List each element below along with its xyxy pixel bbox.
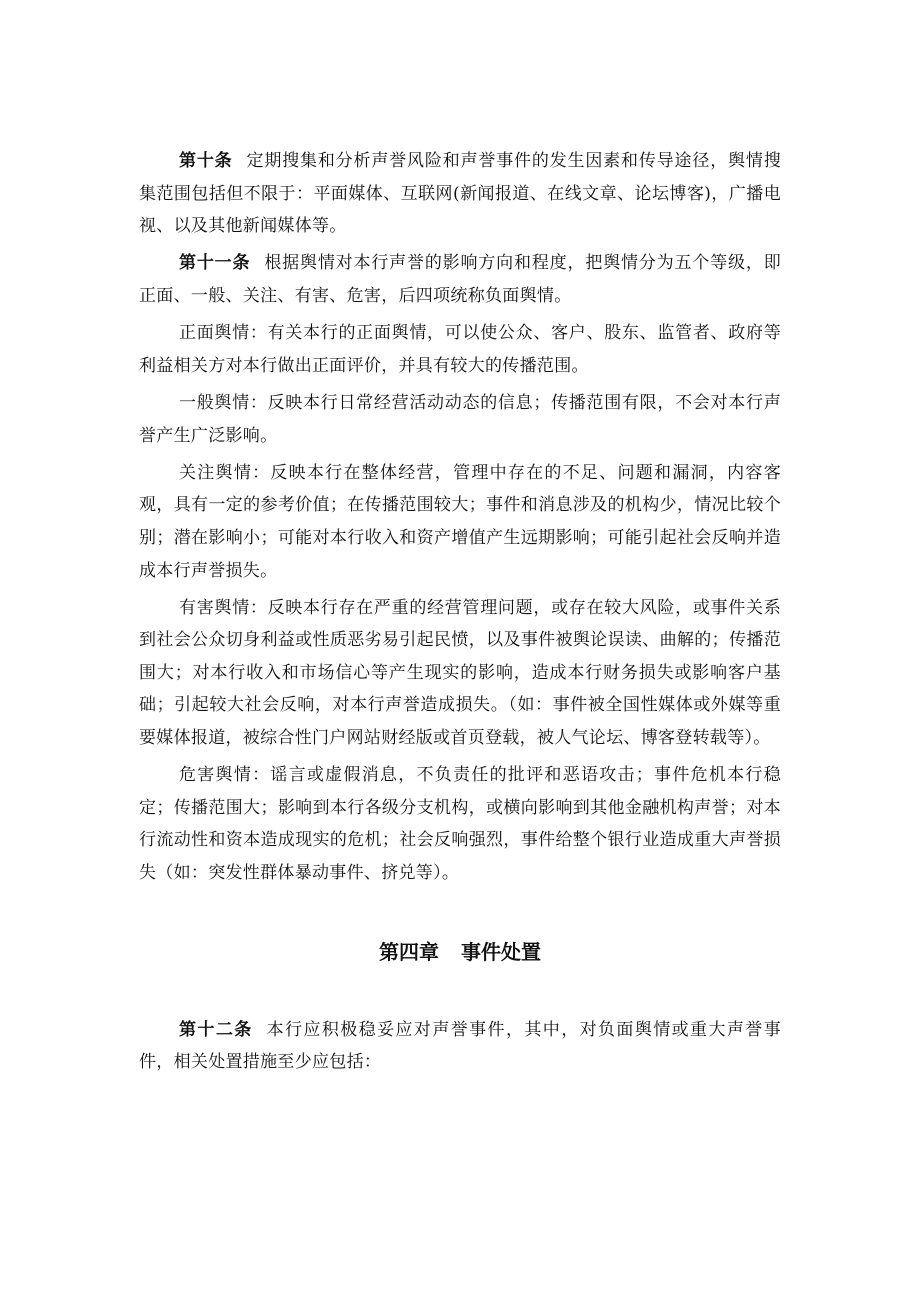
level-hazard-paragraph: 危害舆情：谣言或虚假消息，不负责任的批评和恶语攻击；事件危机本行稳定；传播范围大；影响到本行各级分支机构，或横向影响到其他金融机构声誉；对本行流动性和资本造成现实的危机；社会反响强烈，事件给整个银行业造成重大声誉损失（如：突发性群体暴动事件、挤兑等）。 <box>139 765 781 884</box>
article-10-paragraph <box>139 145 781 243</box>
level-attention-paragraph: 关注舆情：反映本行在整体经营，管理中存在的不足、问题和漏洞，内容客观，具有一定的参考价值；在传播范围较大；事件和消息涉及的机构少，情况比较个别；潜在影响小；可能对本行收入和资产增值产生远期影响；可能引起社会反响并造成本行声誉损失。 <box>139 462 781 581</box>
article-12-label: 第十二条 <box>179 1019 253 1040</box>
article-12-text: 本行应积极稳妥应对声誉事件，其中，对负面舆情或重大声誉事件，相关处置措施至少应包括： <box>139 1019 781 1073</box>
document-page <box>139 145 781 1079</box>
chapter-number: 第四章 <box>379 939 439 964</box>
article-11-paragraph <box>139 247 781 312</box>
article-11-label: 第十一条 <box>179 253 251 274</box>
article-11-text: 根据舆情对本行声誉的影响方向和程度，把舆情分为五个等级，即正面、一般、关注、有害、危害，后四项统称负面舆情。 <box>139 253 781 306</box>
article-10-label: 第十条 <box>179 151 233 171</box>
level-positive-paragraph: 正面舆情：有关本行的正面舆情，可以使公众、客户、股东、监管者、政府等利益相关方对本行做出正面评价，并具有较大的传播范围。 <box>139 323 781 376</box>
level-general-paragraph: 一般舆情：反映本行日常经营活动动态的信息；传播范围有限，不会对本行声誉产生广泛影响。 <box>139 392 781 446</box>
article-10-text: 定期搜集和分析声誉风险和声誉事件的发生因素和传导途径，舆情搜集范围包括但不限于：平面媒体、互联网(新闻报道、在线文章、论坛博客)，广播电视、以及其他新闻媒体等。 <box>139 151 782 237</box>
chapter-heading <box>139 930 781 974</box>
level-harmful-paragraph: 有害舆情：反映本行存在严重的经营管理问题，或存在较大风险，或事件关系到社会公众切身利益或性质恶劣易引起民愤，以及事件被舆论误读、曲解的；传播范围大；对本行收入和市场信心等产生现实的影响，造成本行财务损失或影响客户基础；引起较大社会反响，对本行声誉造成损失。（如：事件被全国性媒体或外媒等重要媒体报道，被综合性门户网站财经版或首页登载，被人气论坛、博客登转载等）。 <box>139 597 781 749</box>
chapter-title-text: 事件处置 <box>461 939 541 964</box>
article-12-paragraph <box>139 1014 781 1079</box>
